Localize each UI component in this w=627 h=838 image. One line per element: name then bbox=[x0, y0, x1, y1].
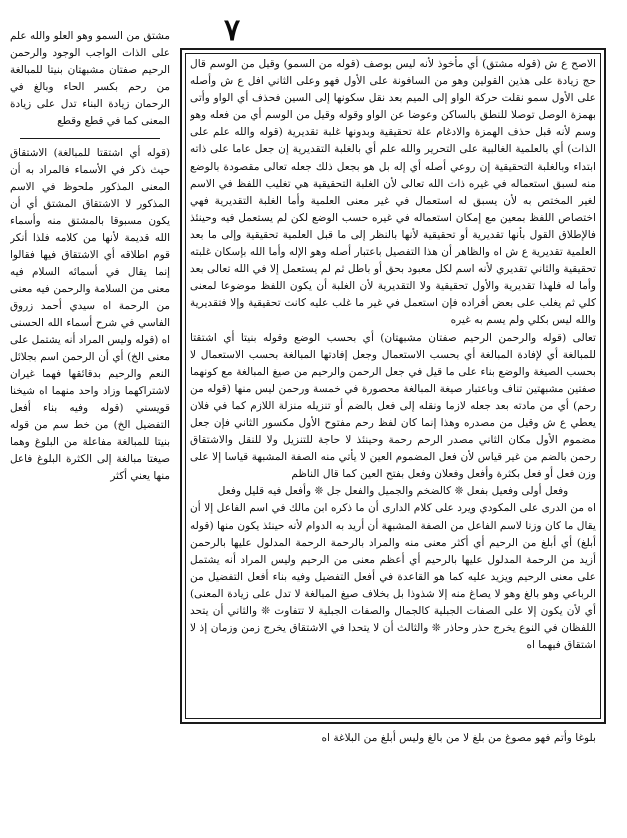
main-text-body bbox=[190, 56, 596, 718]
margin-top-block: مشتق من السمو وهو العلو والله علم على الذات الواجب الوجود والرحمن الرحيم صفتان مشبهتان بنيتا للمبالغة من رحم بكسر الحاء وبالغ في الرحمان زيادة البناء تدل على زيادة المعنى كما في قطع وقطع bbox=[10, 30, 170, 127]
margin-commentary bbox=[10, 28, 170, 788]
margin-bottom-block: (قوله أي اشتقتا للمبالغة) الاشتقاق حيث ذكر في الأسماء فالمراد به أن المعنى المذكور ملحوظ في الاسم المذكور لا الاشتقاق المشتق أي أن يكون مسبوقا بالمشتق منه وأسماء الله قديمة لأنها من كلامه فلذا أنكر قوم اطلاقه أي الاشتقاق فيها فقالوا إنما يقال في أسمائه السلام فيه معنى من السلامة والرحمن فيه معنى من الرحمة اه سيدي أحمد زروق الفاسي في شرح أسماء الله الحسنى اه (قوله وليس المراد أنه يشتمل على معنى الخ) أي أن الرحمن اسم بجلائل النعم والرحيم بدقائقها فهما غيران لاشتراكهما وزاد واحد منهما اه شيخنا قويسني (قوله وفيه بناء أفعل التفضيل الخ) من خط سم من قوله بنيتا للمبالغة مفاعلة من البلوغ وهما صيغتا مبالغة إلى الكثرة البلوغ فاعل منها يعني أكثر bbox=[10, 147, 170, 482]
page-number: ٧ bbox=[223, 13, 241, 48]
main-paragraph: اه من الدرى على المكودي ويرد على كلام الدارى أن ما ذكره ابن مالك في اسم الفاعل إلا أن يقال ما كان وزنا لاسم الفاعل من الصفة المشبهة أن أريد به الدوام لأنه حينئذ يكون منها (قوله أبلغ) أي أبلغ من الرحيم أي أكثر معنى منه والمراد بالرحمة الرحمة المدلول عليها بالرحمن أزيد من الرحمة المدلول عليها بالرحيم أي أعظم معنى من الرحيم وليس المراد أنه يشتمل على معنى الرحيم ويزيد عليه كما هو القاعدة في أفعل التفضيل وفيه بناء أفعل التفضيل من الرباعي وهو بالغ وهو لا يصاغ منه إلا شذوذا بل بخلاف صيغ المبالغة لا تدل على زيادة المعنى) أي لأن يكون إلا على الصفات الجبلية كالجمال والصفات الجبلية لا تتفاوت ❊ والثاني أن يتحد اللفظان في النوع يخرج حذر وحاذر ❊ والثالث أن لا يتحدا في الاشتقاق يخرج زمن وزمان إذ لا اشتقاق فيهما اه bbox=[190, 502, 596, 652]
verse-line: وفعل أولى وفعيل بفعل ❊ كالضخم والجميل والفعل جل ❊ وأفعل فيه قليل وفعل bbox=[217, 485, 569, 498]
main-paragraph: الاصح ع ش (قوله مشتق) أي مأخوذ لأنه ليس بوصف (قوله من السمو) وقيل من الوسم قال حج زيادة على هذين القولين وهو من السافونة على الأول فهو وعلى الثاني افل ع ش وأصله على الأول سمو نقلت حركة الواو إلى الميم بعد نقل سكونها إلى السين فحذف أي الواو وأتى بهمزة الوصل توصلا للنطق بالساكن وعوضا عن الواو وقوله وقيل من الوسم أي من فعله وهو وسم لأنه قبل حذف الهمزة والادغام علة تحقيقية وبدونها غلبة تقديرية (قوله والله علم على الذات) أي بالعلمية الغالبية على التحرير والله علم أي بالغلبة التقديرية إن جعل عاما على ذاته ابتداء وبالغلبة التحقيقية إن روعي أصله أي إله بل هو بجعل ذلك جعله تعالى مقصودة بالوضع منه لسبق استعماله في غيره ذات الله تعالى لأن الغلبة التحقيقية هي تغليب اللفظ في الاسم لغير المختص به لأن يسبق له استعمال في غير معنى العلمية وأما الغلبة التقديرية فهي اختصاص اللفظ بمعين مع إمكان استعماله في غيره حسب الوضع لكن لم يستعمل فيه وحينئذ فالإطلاق القول بأنها تقديرية أو تحقيقية لأنها بالنظر إلى ما قبل العلمية تحقيقية وإلى ما بعد العلمية تقديرية ع ش اه والظاهر أن هذا التفصيل باعتبار أصله وهو الإله وأما الله بإسكان غلبته تحقيقية والثاني تقديري لأنه اسم لكل معبود بحق أو باطل ثم لم يستعمل إلا في الله تعالى بعد وأما له فلهذا تقديرية والأول تحقيقية ولا التقديرية لأن الغلبة أن يكون اللفظ موضوعا لمعنى كلي ثم يغلب على بعض أفراده فإن استعمل في غير ما غلب عليه كانت تحقيقية وإلا فتقديرية والله ليس بكلي ولم يسم به غيره bbox=[190, 58, 596, 327]
margin-divider bbox=[20, 138, 160, 139]
footer-line: بلوغا وأتم فهو مصوغ من بلغ لا من بالغ وليس أبلغ من البلاغة اه bbox=[321, 732, 596, 744]
main-paragraph: تعالى (قوله والرحمن الرحيم صفتان مشبهتان) أي بحسب الوضع وقوله بنيتا أي اشتقتا للمبالغة أي لإفادة المبالغة أي بحسب الاستعمال وجعل إفادتها المبالغة بحسب الاستعمال لا بحسب الصيغة والوضع بناء على ما قيل في جعل الرحمن والرحيم من صيغ المبالغة مع كونهما صفتين مشبهتين تناف وباعتبار صيغة المبالغة محصورة في خمسة ورحمن ليس منها (قوله من رحم) أي من مادته بعد جعله لازما ونقله إلى فعل بالضم أو تنزيله منزلة اللازم كما في فلان يعطي ع ش وقيل من مصدره وهذا إنما كان لفظ رحم مفتوح الأول مكسور الثاني فإن جعل مضموم الأول مكان الثاني مصدر الرحم رحمة وحينئذ لا حاجة للتنزيل ولا للنقل والاشتقاق رحمن بالضم من غير قياس لأن فعل المضموم العين لا يأتي منه الصفة المشبهة قياسا إلا على وزن فعل أو فعل بكثرة وأفعل وفعلان وفعل بفتح العين كما قال الناظم bbox=[190, 331, 596, 481]
